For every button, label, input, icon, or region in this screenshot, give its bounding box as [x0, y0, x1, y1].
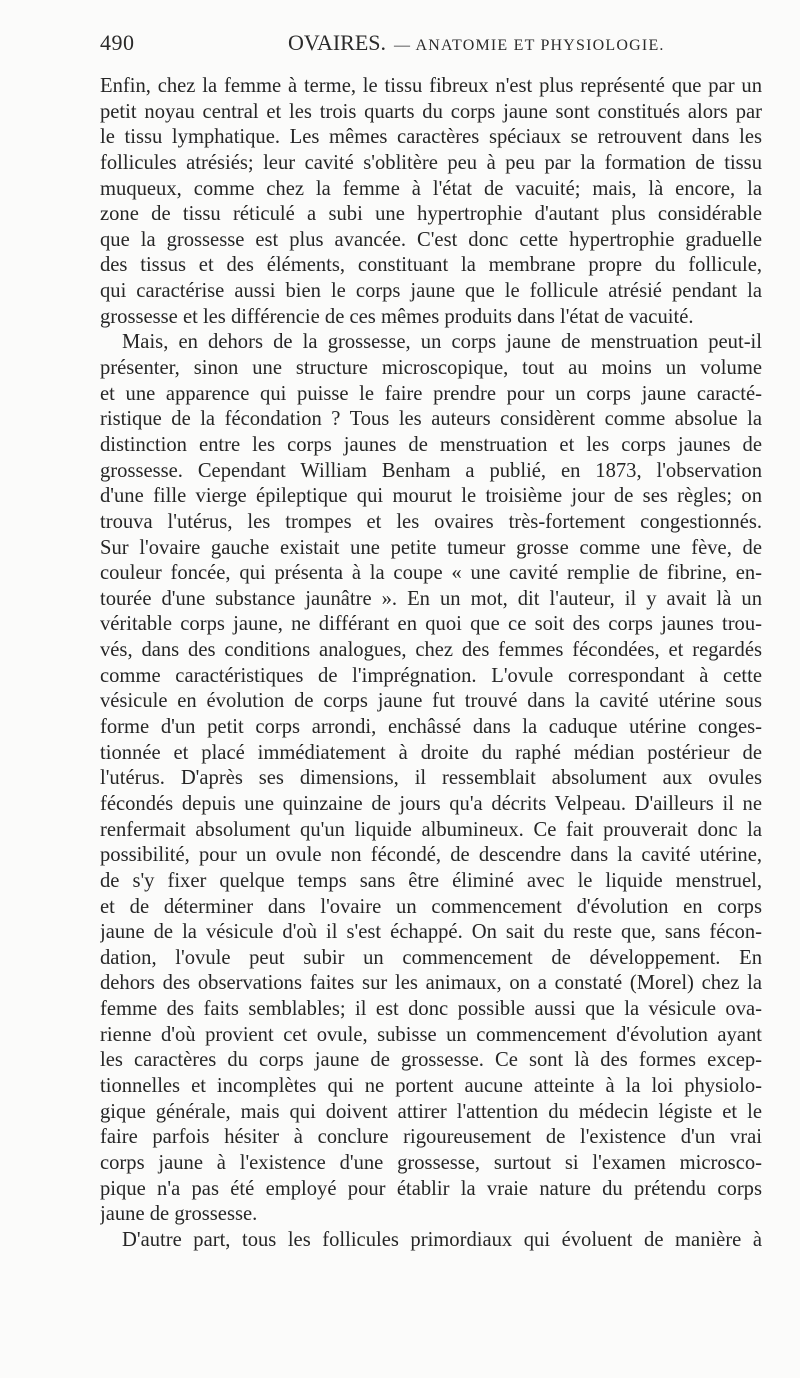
text-line: que la grossesse est plus avancée. C'est donc cette hypertrophie graduelle — [100, 228, 762, 251]
text-line: présenter, sinon une structure microscopique, tout au moins un volume — [100, 357, 762, 380]
text-line: pique n'a pas été employé pour établir la vraie nature du prétendu corps — [100, 1177, 762, 1200]
text-line: renfermait absolument qu'un liquide albumineux. Ce fait prouverait donc la — [100, 818, 762, 841]
page-number: 490 — [100, 30, 135, 55]
text-line: faire parfois hésiter à conclure rigoureusement de l'existence d'un vrai — [100, 1126, 762, 1149]
running-head-title: OVAIRES. — [288, 30, 387, 55]
text-line: D'autre part, tous les follicules primordiaux qui évoluent de manière à — [122, 1228, 762, 1251]
text-line: zone de tissu réticulé a subi une hypertrophie d'autant plus considérable — [100, 203, 762, 226]
text-line: fécondés depuis une quinzaine de jours qu'a décrits Velpeau. D'ailleurs il ne — [100, 792, 762, 815]
text-line: grossesse et les différencie de ces mêmes produits dans l'état de vacuité. — [100, 305, 694, 328]
text-line: tourée d'une substance jaunâtre ». En un mot, dit l'auteur, il y avait là un — [100, 587, 762, 610]
text-line: vés, dans des conditions analogues, chez des femmes fécondées, et regardés — [100, 639, 762, 662]
text-line: distinction entre les corps jaunes de menstruation et les corps jaunes de — [100, 433, 762, 456]
body-text — [100, 74, 762, 1253]
text-line: trouva l'utérus, les trompes et les ovaires très-fortement congestionnés. — [100, 510, 762, 533]
text-line: le tissu lymphatique. Les mêmes caractères spéciaux se retrouvent dans les — [100, 126, 762, 149]
text-line: femme des faits semblables; il est donc possible aussi que la vésicule ova- — [100, 998, 762, 1021]
text-line: dehors des observations faites sur les animaux, on a constaté (Morel) chez la — [100, 972, 762, 995]
text-line: tionnée et placé immédiatement à droite du raphé médian postérieur de — [100, 741, 762, 764]
running-head-subtitle: — ANATOMIE ET PHYSIOLOGIE. — [394, 37, 665, 54]
text-line: Mais, en dehors de la grossesse, un corps jaune de menstruation peut-il — [122, 331, 762, 354]
text-line: couleur foncée, qui présenta à la coupe « une cavité remplie de fibrine, en- — [100, 562, 762, 585]
text-line: jaune de grossesse. — [100, 1203, 258, 1226]
text-line: rienne d'où provient cet ovule, subisse un commencement d'évolution ayant — [100, 1023, 762, 1046]
text-line: muqueux, comme chez la femme à l'état de vacuité; mais, là encore, la — [100, 177, 762, 200]
text-line: de s'y fixer quelque temps sans être éliminé avec le liquide menstruel, — [100, 869, 762, 892]
text-line: tionnelles et incomplètes qui ne portent aucune atteinte à la loi physiolo- — [100, 1074, 762, 1097]
text-line: comme caractéristiques de l'imprégnation. L'ovule correspondant à cette — [100, 664, 762, 687]
page-header — [100, 28, 760, 68]
text-line: vésicule en évolution de corps jaune fut trouvé dans la cavité utérine sous — [100, 690, 762, 713]
text-line: follicules atrésiés; leur cavité s'oblitère peu à peu par la formation de tissu — [100, 151, 762, 174]
text-line: petit noyau central et les trois quarts du corps jaune sont constitués alors par — [100, 100, 762, 123]
text-line: jaune de la vésicule d'où il s'est échappé. On sait du reste que, sans fécon- — [100, 921, 762, 944]
text-line: Enfin, chez la femme à terme, le tissu fibreux n'est plus représenté que par un — [100, 75, 762, 97]
text-line: et une apparence qui puisse le faire prendre pour un corps jaune caracté- — [100, 382, 762, 405]
text-line: d'une fille vierge épileptique qui mourut le troisième jour de ses règles; on — [100, 485, 762, 508]
text-line: véritable corps jaune, ne différant en quoi que ce soit des corps jaunes trou- — [100, 613, 762, 636]
text-line: possibilité, pour un ovule non fécondé, de descendre dans la cavité utérine, — [100, 844, 762, 867]
text-line: Sur l'ovaire gauche existait une petite tumeur grosse comme une fève, de — [100, 536, 762, 559]
text-line: dation, l'ovule peut subir un commencement de développement. En — [100, 946, 762, 969]
text-line: gique générale, mais qui doivent attirer l'attention du médecin légiste et le — [100, 1100, 762, 1123]
text-line: ristique de la fécondation ? Tous les auteurs considèrent comme absolue la — [100, 408, 762, 431]
text-line: qui caractérise aussi bien le corps jaune que le follicule atrésié pendant la — [100, 280, 762, 303]
text-line: l'utérus. D'après ses dimensions, il ressemblait absolument aux ovules — [100, 767, 762, 790]
text-line: des tissus et des éléments, constituant la membrane propre du follicule, — [100, 254, 762, 277]
text-line: les caractères du corps jaune de grossesse. Ce sont là des formes excep- — [100, 1049, 762, 1072]
text-line: forme d'un petit corps arrondi, enchâssé dans la caduque utérine conges- — [100, 716, 762, 739]
text-line: corps jaune à l'existence d'une grossesse, surtout si l'examen microsco- — [100, 1151, 762, 1174]
text-line: et de déterminer dans l'ovaire un commencement d'évolution en corps — [100, 895, 762, 918]
text-line: grossesse. Cependant William Benham a publié, en 1873, l'observation — [100, 459, 762, 482]
running-head — [288, 30, 665, 56]
